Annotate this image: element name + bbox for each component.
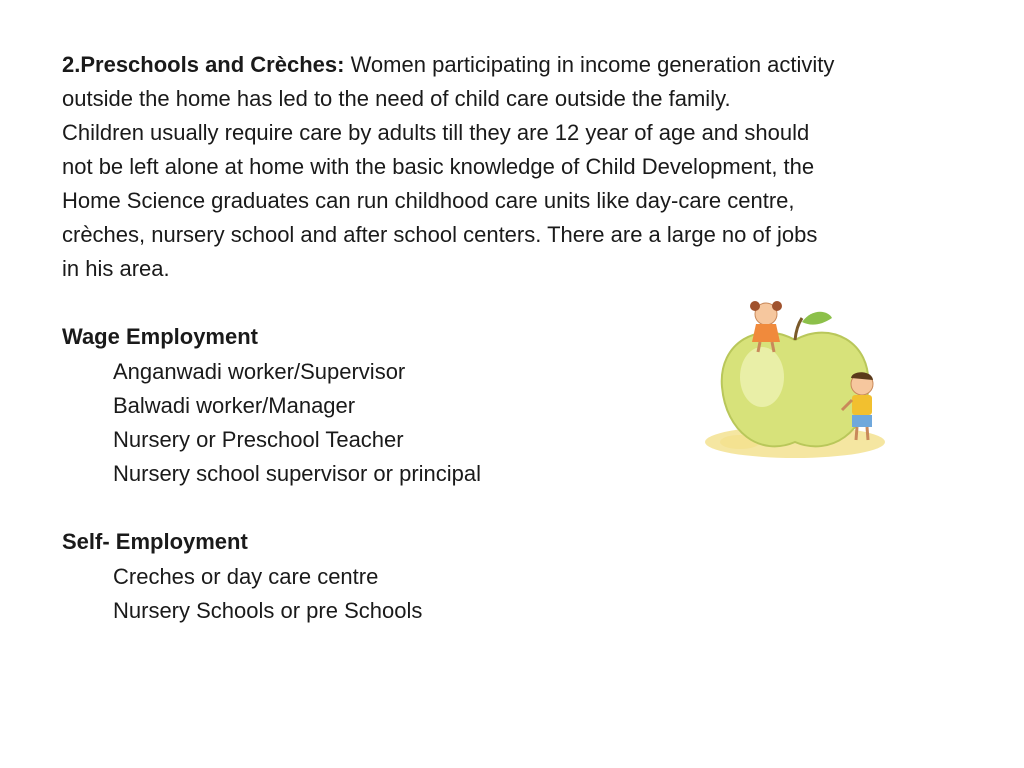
- wage-item: Balwadi worker/Manager: [113, 393, 356, 418]
- boy-leg: [856, 427, 857, 440]
- apple-highlight: [740, 347, 784, 407]
- boy-shirt: [852, 395, 872, 415]
- intro-line: Home Science graduates can run childhood care units like day-care centre,: [62, 188, 795, 213]
- intro-paragraph: [62, 48, 972, 286]
- self-item: Creches or day care centre: [113, 564, 379, 589]
- self-item: Nursery Schools or pre Schools: [113, 598, 423, 623]
- boy-shorts: [852, 415, 872, 427]
- intro-line: 2.Preschools and Crèches: Women participating in income generation activity: [62, 52, 835, 77]
- wage-item: Nursery school supervisor or principal: [113, 461, 482, 486]
- intro-line: outside the home has led to the need of child care outside the family.: [62, 86, 731, 111]
- boy-leg: [867, 427, 868, 440]
- girl-leg: [758, 342, 760, 352]
- intro-line: in his area.: [62, 256, 170, 281]
- intro-line: crèches, nursery school and after school centers. There are a large no of jobs: [62, 222, 818, 247]
- self-employment-heading: Self- Employment: [62, 529, 248, 554]
- wage-item: Anganwadi worker/Supervisor: [113, 359, 406, 384]
- wage-employment-heading: Wage Employment: [62, 324, 258, 349]
- girl-hair-bun: [772, 301, 782, 311]
- girl-leg: [772, 342, 774, 352]
- wage-item: Nursery or Preschool Teacher: [113, 427, 404, 452]
- girl-dress: [752, 324, 780, 342]
- apple-leaf: [802, 312, 832, 325]
- intro-line: Children usually require care by adults till they are 12 year of age and should: [62, 120, 810, 145]
- girl-hair-bun: [750, 301, 760, 311]
- intro-heading: 2.Preschools and Crèches:: [62, 52, 345, 77]
- intro-line: not be left alone at home with the basic knowledge of Child Development, the: [62, 154, 815, 179]
- apple-with-children-icon: [700, 292, 900, 472]
